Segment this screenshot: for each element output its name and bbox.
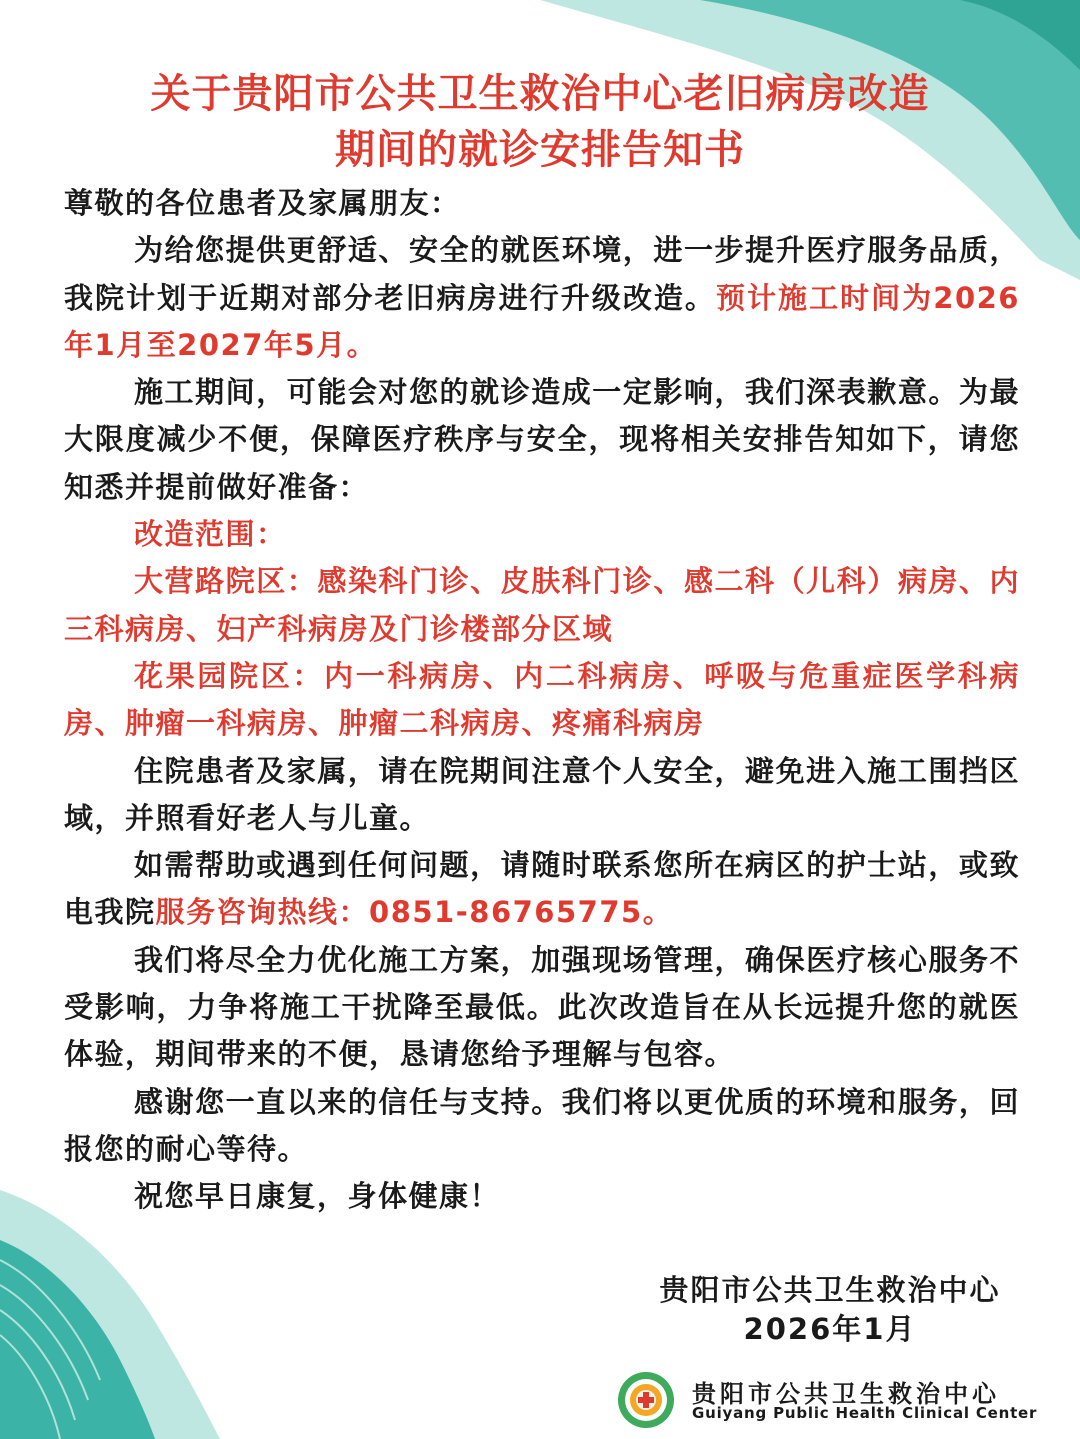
footer-logo bbox=[616, 1370, 1056, 1430]
signature-date: 2026年1月 bbox=[743, 1312, 917, 1346]
scope-huaguoyuan-campus: 花果园院区：内一科病房、内二科病房、呼吸与危重症医学科病房、肿瘤一科病房、肿瘤二科病房、疼痛科病房 bbox=[64, 658, 1020, 741]
paragraph-commitment: 我们将尽全力优化施工方案，加强现场管理，确保医疗核心服务不受影响，力争将施工干扰降至最低。此次改造旨在从长远提升您的就医体验，期间带来的不便，恳请您给予理解与包容。 bbox=[64, 942, 1020, 1072]
notice-title-line-1: 关于贵阳市公共卫生救治中心老旧病房改造 bbox=[150, 71, 930, 117]
paragraph-impact: 施工期间，可能会对您的就诊造成一定影响，我们深表歉意。为最大限度减少不便，保障医疗秩序与安全，现将相关安排告知如下，请您知悉并提前做好准备： bbox=[64, 375, 1020, 504]
scope-heading: 改造范围： bbox=[134, 517, 287, 552]
signature-org: 贵阳市公共卫生救治中心 bbox=[659, 1273, 1001, 1307]
paragraph-intro-text: 为给您提供更舒适、安全的就医环境，进一步提升医疗服务品质，我院计划于近期对部分老旧病房进行升级改造。 bbox=[64, 233, 1020, 315]
scope-dayinglu-campus: 大营路院区：感染科门诊、皮肤科门诊、感二科（儿科）病房、内三科病房、妇产科病房及门诊楼部分区域 bbox=[64, 564, 1020, 646]
hospital-emblem-icon bbox=[616, 1370, 676, 1430]
paragraph-thanks: 感谢您一直以来的信任与支持。我们将以更优质的环境和服务，回报您的耐心等待。 bbox=[64, 1084, 1020, 1166]
logo-name-english: Guiyang Public Health Clinical Center bbox=[692, 1404, 1038, 1422]
paragraph-wishes: 祝您早日康复，身体健康！ bbox=[134, 1179, 501, 1214]
paragraph-contact-text: 如需帮助或遇到任何问题，请随时联系您所在病区的护士站，或致电我院 bbox=[64, 848, 1020, 930]
service-hotline: 服务咨询热线：0851-86765775。 bbox=[155, 895, 674, 930]
paragraph-intro bbox=[64, 227, 1020, 369]
notice-title-line-2: 期间的就诊安排告知书 bbox=[335, 127, 745, 173]
greeting: 尊敬的各位患者及家属朋友： bbox=[64, 186, 461, 220]
logo-name-chinese: 贵阳市公共卫生救治中心 bbox=[692, 1380, 1000, 1408]
notice-body bbox=[64, 180, 1020, 1221]
construction-period: 预计施工时间为2026年1月至2027年5月。 bbox=[64, 280, 1020, 362]
paragraph-contact bbox=[64, 842, 1020, 937]
paragraph-safety: 住院患者及家属，请在院期间注意个人安全，避免进入施工围挡区域，并照看好老人与儿童。 bbox=[64, 753, 1020, 835]
